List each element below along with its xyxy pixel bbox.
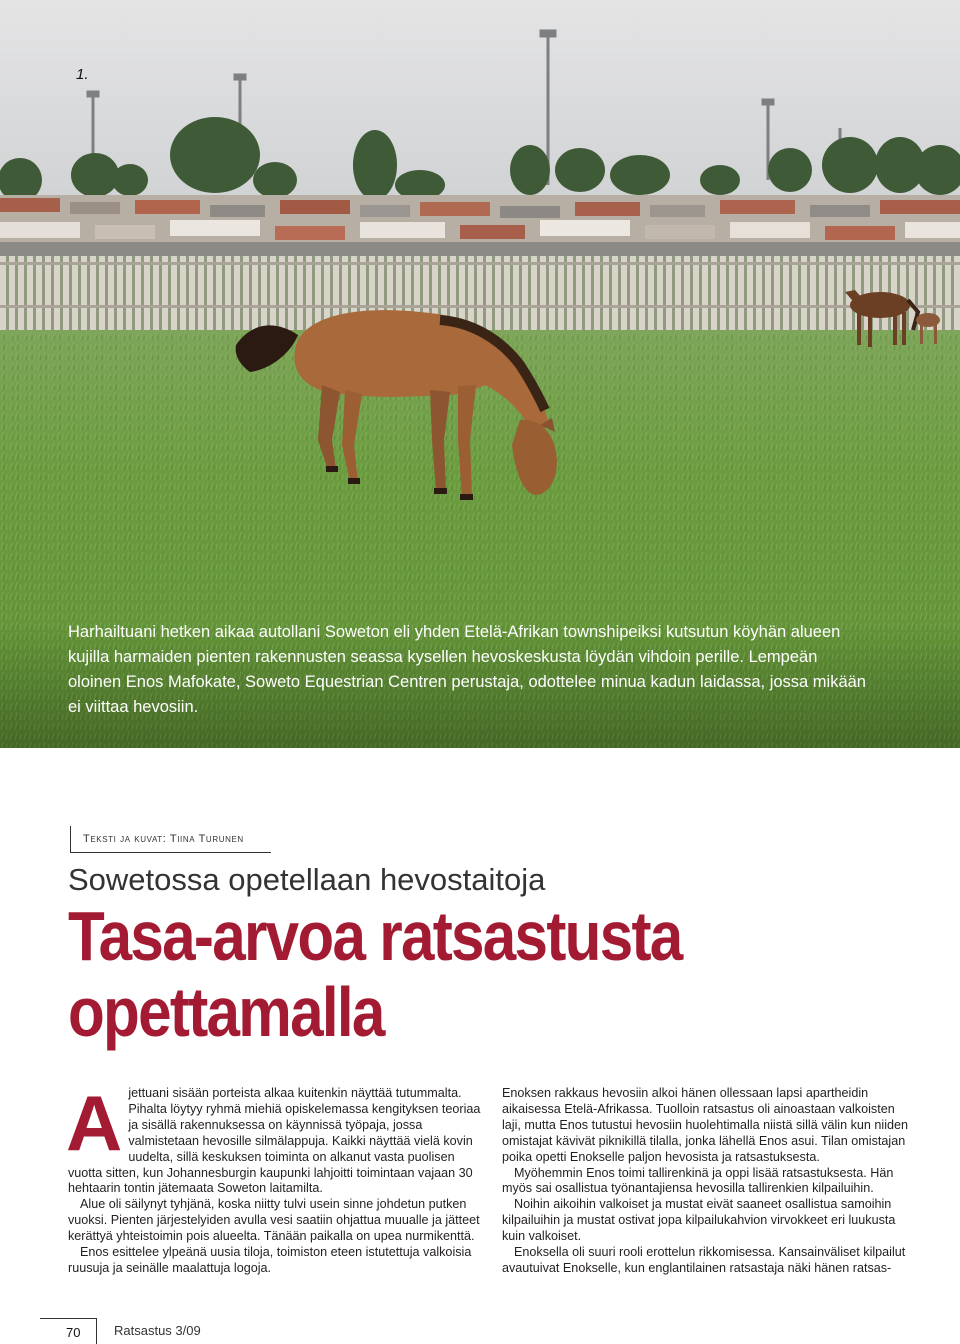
paragraph-text: jettuani sisään porteista alkaa kuitenkin näyttää tutummalta. Pihalta löytyy ryhmä miehiä opiskelemassa kengityksen teoriaa ja sisällä rakennuksessa on käynnissä työpaja, jossa valmistetaan hevosille silmälappuja. Kaikki näyttää vielä kovin uudelta, sillä keskuksen toiminta on alkanut vasta puolisen vuotta sitten, kun Johannesburgin kaupunki lahjoitti toimintaan vajaan 30 hehtaarin tontin jätemaata Soweton laitamilta. [68, 1086, 481, 1196]
body-paragraph: Enoksella oli suuri rooli erottelun rikkomisessa. Kansainväliset kilpailut avautuivat Enokselle, kun englantilainen ratsastaja näki hänen ratsas- [502, 1245, 906, 1275]
page-number: 70 [66, 1325, 81, 1340]
lead-paragraph: Harhailtuani hetken aikaa autollani Soweton eli yhden Etelä-Afrikan townshipeiksi kutsutun köyhän alueen kujilla harmaiden pienten rakennusten seassa kysellen hevoskeskusta löydän vihdoin perille. Lempeän oloinen Enos Mafokate, Soweto Equestrian Centren perustaja, odottelee minua kadun laidassa, jossa mikään ei viittaa hevosiin. [68, 623, 866, 716]
body-paragraph: Enos esittelee ylpeänä uusia tiloja, toimiston eteen istutettuja valkoisia ruusuja ja seinälle maalattuja logoja. [68, 1245, 472, 1275]
byline-box [70, 826, 271, 853]
body-paragraph: Myöhemmin Enos toimi tallirenkinä ja oppi lisää ratsastuksesta. Hän myös sai osallistua työnantajiensa hevosilla tallirenkien kilpailuihin. [502, 1165, 894, 1196]
title-line-1: Tasa-arvoa ratsastusta [68, 897, 682, 975]
drop-cap: A [66, 1079, 123, 1167]
magazine-issue: Ratsastus 3/09 [114, 1323, 201, 1338]
body-paragraph: Noihin aikoihin valkoiset ja mustat eivät saaneet osallistua samoihin kilpailuihin ja mustat ostivat jopa kilpailukahvion virvokkeet eri luukusta kuin valkoiset. [502, 1197, 896, 1244]
body-paragraph [66, 1079, 481, 1197]
photo-number: 1. [76, 66, 89, 83]
body-column-left [66, 1079, 481, 1277]
body-paragraph: Alue oli säilynyt tyhjänä, koska niitty tulvi usein sinne johdetun putken vuoksi. Pienten järjestelyiden avulla vesi saatiin ohjattua muualle ja jätteet kerättyä yhteistoimin pois alueelta. Tänään paikalla on upea nurmikenttä. [68, 1197, 480, 1244]
folio-divider [96, 1318, 97, 1344]
article-title [68, 898, 842, 1050]
title-line-2: opettamalla [68, 973, 384, 1051]
byline: Teksti ja kuvat: Tiina Turunen [83, 833, 244, 845]
body-paragraph: Enoksen rakkaus hevosiin alkoi hänen ollessaan lapsi apartheidin aikaisessa Etelä-Afrikassa. Tuolloin ratsastus oli ainoastaan valkoisten laji, mutta Enos tutustui hevosiin huolehtimalla niistä sillä välin kun niiden omistajat kävivät piknikillä tilalla, jonka lähellä Enos asui. Tilan omistajan poika opetti Enokselle paljon hevosista ja ratsastuksesta. [502, 1086, 909, 1164]
article-subtitle: Sowetossa opetellaan hevostaitoja [68, 862, 546, 897]
folio-rule [40, 1318, 96, 1319]
body-column-right [502, 1086, 915, 1277]
